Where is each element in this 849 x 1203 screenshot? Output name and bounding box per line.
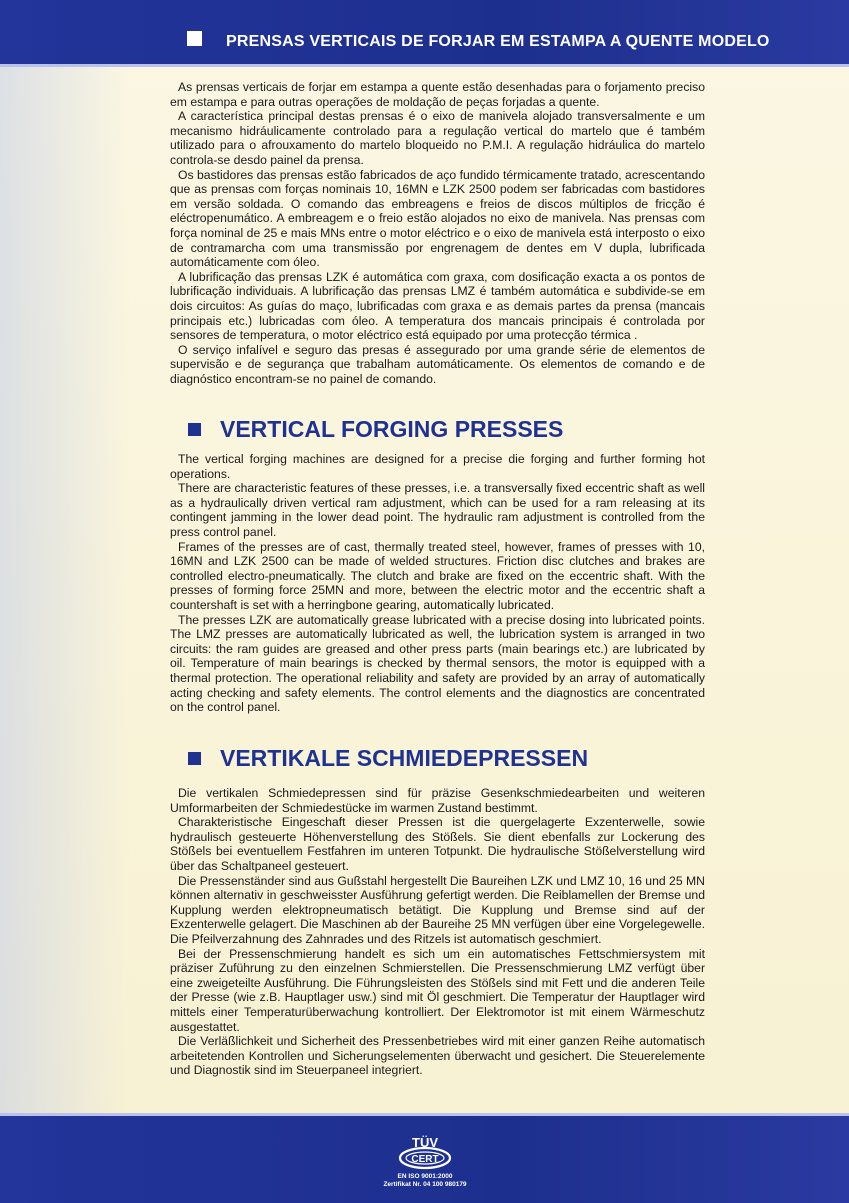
tuv-cert-logo-icon: [397, 1133, 453, 1171]
en-paragraph: Frames of the presses are of cast, thermally treated steel, however, frames of presses with 10, 16MN and LZK 2500 can be made of welded structures. Friction disc clutches and brakes are controlled electro-pneumatically. The clutch and brake are fixed on the eccentric shaft. With the presses of forming force 25MN and more, between the electric motor and the eccentric shaft a countershaft is set with a herringbone gearing, automatically lubricated.: [170, 539, 705, 612]
de-paragraph: Charakteristische Eingeschaft dieser Pressen ist die quergelagerte Exzenterwelle, sowie hydraulisch gesteuerte Höhenverstellung des Stößels. Sie dient ebenfalls zur Lockerung des Stößels bei eventuellem Festfahren im unteren Totpunkt. Die hydraulische Stößelverstellung wird über das Schaltpaneel gesteuert.: [170, 815, 705, 873]
header-band: [0, 0, 849, 67]
pt-paragraph: O serviço infalível e seguro das presas é assegurado por uma grande série de elementos de supervisão e de segurança que trabalham automáticamente. Os elementos de comando e de diagnóstico encontram-se no painel de comando.: [170, 342, 705, 386]
portuguese-text-block: [170, 80, 705, 386]
pt-paragraph: As prensas verticais de forjar em estampa a quente estão desenhadas para o forjamento preciso em estampa e para outras operações de moldação de peças forjadas a quente.: [170, 80, 705, 109]
english-heading: [188, 416, 563, 443]
heading-square-bullet-icon: [188, 423, 201, 436]
en-paragraph: There are characteristic features of these presses, i.e. a transversally fixed eccentric shaft as well as a hydraulically driven vertical ram adjustment, which can be used for a ram releasing at its contingent jamming in the lower dead point. The hydraulic ram adjustment is controlled from the press control panel.: [170, 481, 705, 539]
german-text-block: [170, 786, 705, 1078]
en-paragraph: The presses LZK are automatically grease lubricated with a precise dosing into lubricated points. The LMZ presses are automatically lubricated as well, the lubrication system is arranged in two circuits: the ram guides are greased and other press parts (main bearings etc.) are lubricated by oil. Temperature of main bearings is checked by thermal sensors, the motor is equipped with a thermal protection. The operational reliability and safety are provided by an array of automatically acting checking and safety elements. The control elements and the diagnostics are concentrated on the control panel.: [170, 612, 705, 715]
left-edge-shading: [0, 60, 130, 1120]
pt-paragraph: Os bastidores das prensas estão fabricados de aço fundido térmicamente tratado, acrescentando que as prensas com forças nominais 10, 16MN e LZK 2500 podem ser fabricadas com bastidores em versão soldada. O comando das embreagens e freios de discos múltiplos de fricção é eléctropenumático. A embreagem e o freio estão alojados no eixo de manivela. Nas prensas com força nominal de 25 e mais MNs entre o motor eléctrico e o eixo de manivela está interposto o eixo de contramarcha com uma transmissão por engrenagem de dentes em V dupla, lubrificada automáticamente com óleo.: [170, 167, 705, 270]
certificate-number-text: Zertifikat Nr. 04 100 980179: [383, 1181, 467, 1188]
german-heading: [188, 745, 588, 772]
tuv-logo-bottom-text: CERT: [411, 1154, 439, 1165]
english-heading-text: VERTICAL FORGING PRESSES: [220, 416, 564, 442]
tuv-logo-top-text: TÜV: [412, 1135, 438, 1150]
pt-paragraph: A característica principal destas prensas é o eixo de manivela alojado transversalmente e um mecanismo hidráulicamente controlado para a regulação vertical do martelo que é também utilizado para o afrouxamento do martelo bloqueido no P.M.I. A regulação hidráulica do martelo controla-se desdo painel da prensa.: [170, 109, 705, 167]
de-paragraph: Die Pressenständer sind aus Gußstahl hergestellt Die Baureihen LZK und LMZ 10, 16 und 25 MN können alternativ in geschweisster Ausführung gefertigt werden. Die Reiblamellen der Bremse und Kupplung werden elektropneumatisch betätigt. Die Kupplung und Bremse sind auf der Exzenterwelle gelagert. Die Maschinen ab der Baureihe 25 MN verfügen über eine Vorgelegewelle. Die Pfeilverzahnung des Zahnrades und des Ritzels ist automatisch geschmiert.: [170, 873, 705, 946]
german-heading-text: VERTIKALE SCHMIEDEPRESSEN: [220, 745, 589, 771]
de-paragraph: Die Verläßlichkeit und Sicherheit des Pressenbetriebes wird mit einer ganzen Reihe automatisch arbeitetenden Kontrollen und Sicherungselementen überwacht und gesichert. Die Steuerelemente und Diagnostik sind im Steuerpaneel integriert.: [170, 1034, 705, 1078]
de-paragraph: Die vertikalen Schmiedepressen sind für präzise Gesenkschmiedearbeiten und weiteren Umformarbeiten der Schmiedestücke im warmen Zustand bestimmt.: [170, 786, 705, 815]
english-text-block: [170, 452, 705, 715]
pt-paragraph: A lubrificação das prensas LZK é automática com graxa, com dosificação exacta a os pontos de lubrificação individuais. A lubrificação das prensas LMZ é também automática e subdivide-se em dois circuitos: As guías do maço, lubrificadas com graxa e as demais partes da prensa (mancais principais etc.) lubricadas com óleo. A temperatura dos mancais principais é controlada por sensores de temperatura, o motor eléctrico está equipado por uma protecção térmica .: [170, 269, 705, 343]
heading-square-bullet-icon: [188, 752, 201, 765]
de-paragraph: Bei der Pressenschmierung handelt es sich um ein automatisches Fettschmiersystem mit präziser Zuführung zu den einzelnen Schmierstellen. Die Pressenschmierung LMZ verfügt über eine zweigeteilte Ausführung. Die Führungsleisten des Stößels sind mit Fett und die anderen Teile der Presse (wie z.B. Hauptlager usw.) sind mit Öl geschmiert. Die Temperatur der Hauptlager wird mittels einer Temperaturüberwachung kontrolliert. Der Elektromotor ist mit einem Wärmeschutz ausgestattet.: [170, 946, 705, 1034]
iso-standard-text: EN ISO 9001:2000: [397, 1173, 453, 1180]
header-title: PRENSAS VERTICAIS DE FORJAR EM ESTAMPA A QUENTE MODELO: [226, 33, 770, 50]
header-square-bullet-icon: [187, 31, 202, 46]
en-paragraph: The vertical forging machines are designed for a precise die forging and further forming hot operations.: [170, 452, 705, 481]
